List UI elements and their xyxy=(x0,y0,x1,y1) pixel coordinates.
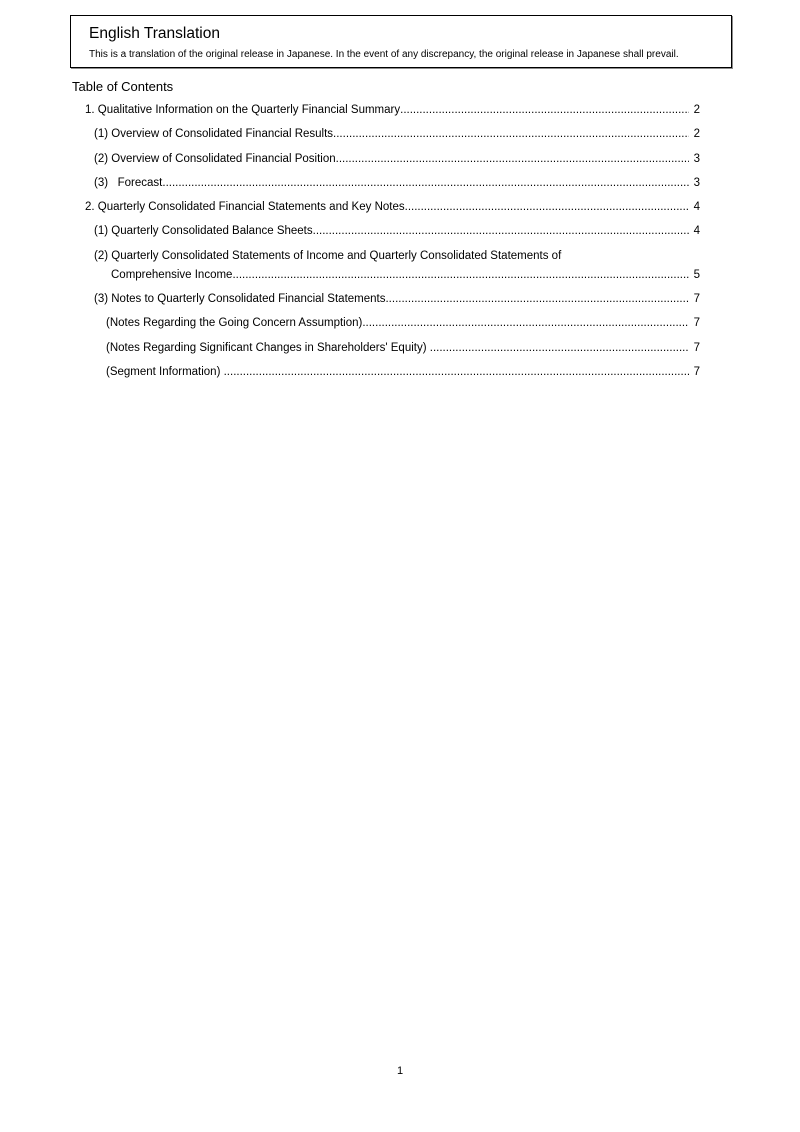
toc-entry xyxy=(94,177,700,189)
toc-entry xyxy=(106,342,700,354)
toc-entry-text: Comprehensive Income xyxy=(111,268,233,281)
toc-entry-text: (Segment Information) xyxy=(106,365,224,378)
toc-dot-leader xyxy=(162,177,689,189)
toc-entry-page: 4 xyxy=(693,201,700,214)
toc-entry-text: (3) Forecast xyxy=(94,176,163,189)
toc-entry-text: 1. Qualitative Information on the Quarterly Financial Summary xyxy=(85,104,401,116)
toc-dot-leader xyxy=(224,366,689,378)
toc-entry xyxy=(94,250,700,262)
toc-entry-page: 4 xyxy=(693,225,700,238)
toc-entry-page: 7 xyxy=(693,317,700,330)
toc-entry-page: 3 xyxy=(693,152,700,165)
toc-entry-page: 5 xyxy=(693,268,700,281)
toc-entry xyxy=(94,293,700,305)
toc-dot-leader xyxy=(313,225,689,237)
toc-entry xyxy=(94,128,700,140)
toc-entry-text: (1) Overview of Consolidated Financial Results xyxy=(94,128,334,141)
toc-entry-text: (2) Overview of Consolidated Financial Position xyxy=(94,152,336,165)
toc-entry xyxy=(85,104,700,116)
toc-entry-text: (2) Quarterly Consolidated Statements of Income and Quarterly Consolidated Statements of xyxy=(94,249,562,262)
toc-entry xyxy=(111,269,700,281)
toc-entry-page: 7 xyxy=(693,341,700,354)
toc-entry-text: (Notes Regarding Significant Changes in Shareholders' Equity) xyxy=(106,341,430,354)
toc-entry xyxy=(106,317,700,329)
toc-entry-page: 3 xyxy=(693,176,700,189)
toc-dot-leader xyxy=(400,104,689,116)
toc-dot-leader xyxy=(362,317,689,329)
toc-entry xyxy=(94,225,700,237)
toc-entry xyxy=(94,153,700,165)
footer-page-number: 1 xyxy=(396,1065,404,1077)
notice-box-title: English Translation xyxy=(89,25,220,42)
toc-entry xyxy=(85,201,700,213)
toc-dot-leader xyxy=(232,269,689,281)
toc-entry xyxy=(106,366,700,378)
table-of-contents xyxy=(72,79,700,378)
notice-box-subtitle: This is a translation of the original release in Japanese. In the event of any discrepancy, the original release in Japanese shall prevail. xyxy=(89,49,679,60)
toc-entry-page: 7 xyxy=(693,293,700,306)
toc-entry-text: (3) Notes to Quarterly Consolidated Financial Statements xyxy=(94,293,386,306)
toc-entry-text: (Notes Regarding the Going Concern Assumption) xyxy=(106,317,363,330)
toc-dot-leader xyxy=(333,128,689,140)
toc-entry-page: 7 xyxy=(693,365,700,378)
toc-entry-page: 2 xyxy=(693,104,700,116)
toc-list xyxy=(72,104,700,378)
english-translation-notice-box xyxy=(70,15,732,68)
toc-entry-page: 2 xyxy=(693,128,700,141)
toc-dot-leader xyxy=(336,153,689,165)
toc-dot-leader xyxy=(430,342,689,354)
toc-heading: Table of Contents xyxy=(72,79,174,94)
toc-dot-leader xyxy=(405,201,689,213)
toc-entry-text: (1) Quarterly Consolidated Balance Sheets xyxy=(94,225,313,238)
toc-dot-leader xyxy=(385,293,689,305)
toc-entry-text: 2. Quarterly Consolidated Financial Statements and Key Notes xyxy=(85,201,405,214)
